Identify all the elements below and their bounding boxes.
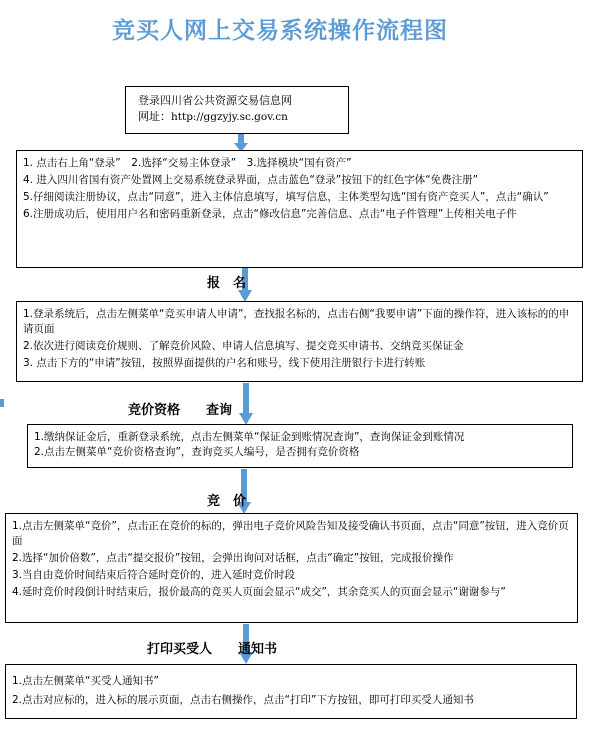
site-url-line (138, 109, 348, 125)
registration-steps-box (16, 150, 583, 268)
stage-label-notice: 打印买受人 通知书 (147, 642, 278, 657)
bidding-steps-box (5, 513, 578, 623)
step-item: 1.缴纳保证金后，重新登录系统，点击左侧菜单“保证金到账情况查询”，查询保证金到账情况 (34, 431, 465, 443)
step-item: 6.注册成功后，使用用户名和密码重新登录，点击“修改信息”完善信息、点击“电子件管理”上传相关电子件 (23, 208, 517, 220)
site-info-box (125, 86, 349, 134)
step-item: 2.点击左侧菜单“竞价资格查询”，查询竞买人编号，是否拥有竞价资格 (34, 446, 360, 458)
qualification-steps-box (27, 424, 573, 468)
stage-label-qualification: 竞价资格 查询 (128, 403, 233, 418)
step-item: 1.点击左侧菜单“买受人通知书” (12, 675, 159, 687)
site-url: http://ggzyjy.sc.gov.cn (171, 111, 288, 123)
step-item: 1. 点击右上角“登录” 2.选择“交易主体登录” 3.选择模块“国有资产” (23, 157, 352, 169)
step-item: 3. 点击下方的“申请”按钮，按照界面提供的户名和账号，线下使用注册银行卡进行转账 (23, 357, 426, 369)
site-name: 登录四川省公共资源交易信息网 (138, 94, 292, 107)
step-item: 1.登录系统后，点击左侧菜单“竞买申请人申请”，查找报名标的，点击右侧“我要申请”下面的操作符，进入该标的的申请页面 (23, 308, 570, 335)
page-title: 竞买人网上交易系统操作流程图 (112, 18, 448, 44)
side-marker (0, 399, 4, 407)
step-item: 3.当自由竞价时间结束后符合延时竞价的，进入延时竞价时段 (12, 569, 296, 581)
step-item: 2.点击对应标的，进入标的展示页面，点击右侧操作，点击“打印”下方按钮，即可打印买受人通知书 (12, 694, 474, 706)
step-item: 1.点击左侧菜单“竞价”，点击正在竞价的标的，弹出电子竞价风险告知及接受确认书页面，点击“同意”按钮，进入竞价页面 (12, 520, 569, 547)
signup-steps-box (16, 301, 583, 382)
step-item: 4.延时竞价时段倒计时结束后，报价最高的竞买人页面会显示“成交”，其余竞买人的页面会显示“谢谢参与” (12, 586, 506, 598)
site-url-label: 网址： (138, 110, 171, 123)
step-item: 2.依次进行阅读竞价规则、了解竞价风险、申请人信息填写、提交竞买申请书、交纳竞买保证金 (23, 340, 464, 352)
notice-steps-box (5, 664, 577, 719)
step-item: 5.仔细阅读注册协议，点击“同意”，进入主体信息填写，填写信息，主体类型勾选“国有资产竞买人”，点击“确认” (23, 191, 549, 203)
step-item: 2.选择“加价倍数”，点击“提交报价”按钮，会弹出询问对话框，点击“确定”按钮，完成报价操作 (12, 552, 454, 564)
step-item: 4. 进入四川省国有资产处置网上交易系统登录界面，点击蓝色“登录”按钮下的红色字体“免费注册” (23, 174, 479, 186)
stage-label-bidding: 竞 价 (207, 494, 247, 509)
arrow-down-icon (236, 383, 256, 425)
stage-label-signup: 报 名 (207, 276, 247, 291)
